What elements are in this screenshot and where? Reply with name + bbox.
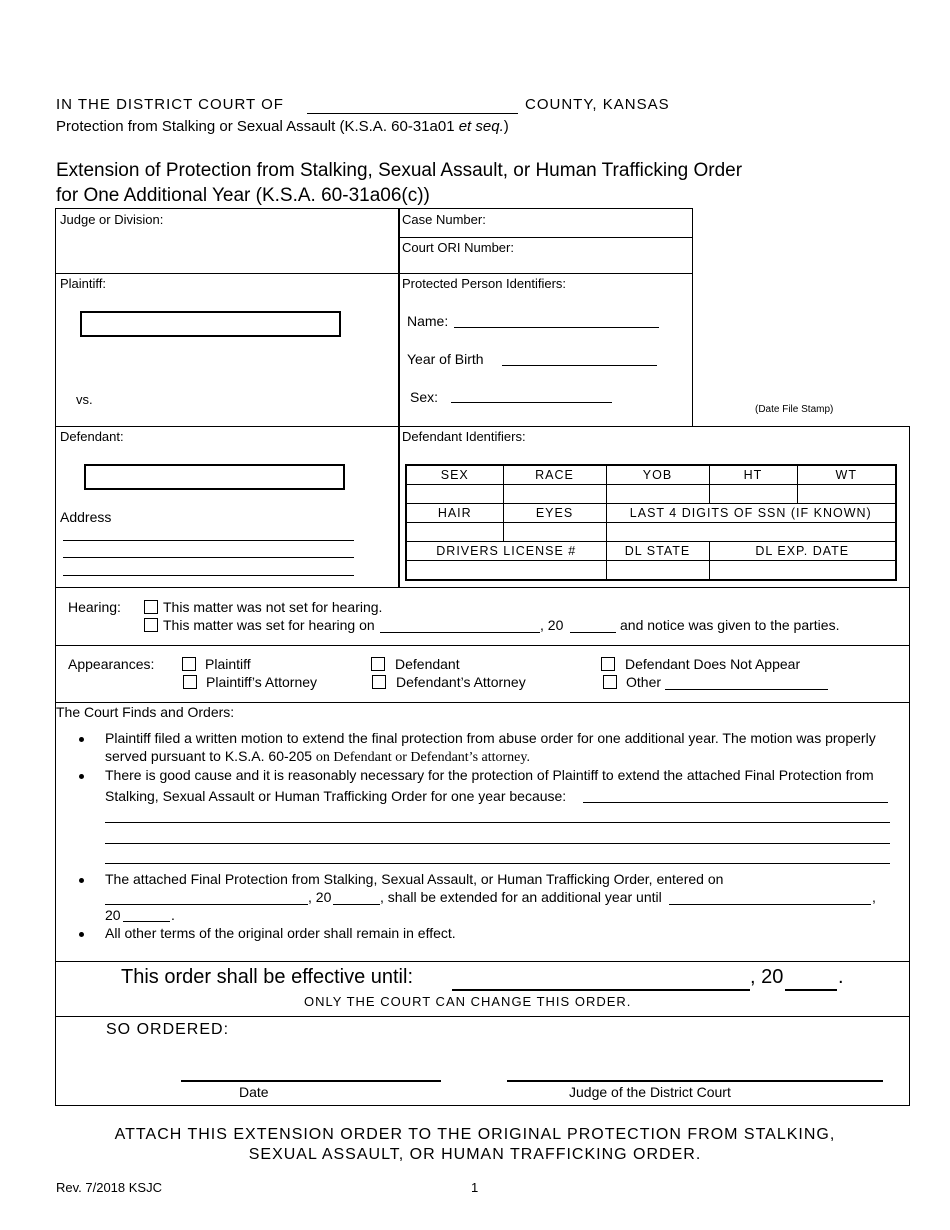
revision-label: Rev. 7/2018 KSJC: [56, 1180, 162, 1195]
protected-identifiers-box: [398, 273, 693, 427]
finding-1-line-2: [105, 748, 530, 766]
judge-label: Judge or Division:: [60, 212, 164, 227]
hearing-date-field[interactable]: [380, 632, 540, 633]
court-ori-label: Court ORI Number:: [402, 240, 514, 255]
bullet-icon: [79, 878, 84, 883]
finding-1-statute: served pursuant to K.S.A. 60-205: [105, 748, 316, 764]
effective-label: This order shall be effective until:: [121, 966, 414, 988]
table-row: [406, 561, 896, 581]
extended-year-prefix: 20: [105, 907, 121, 923]
ht-header: HT: [709, 465, 797, 485]
attach-instruction-line-2: SEXUAL ASSAULT, OR HUMAN TRAFFICKING ORDER.: [248, 1146, 702, 1163]
extended-label: , shall be extended for an additional year until: [380, 889, 662, 905]
sex-label: Sex:: [410, 389, 439, 405]
defendant-box: [55, 426, 400, 588]
plaintiff-attorney-label: Plaintiff’s Attorney: [206, 674, 318, 690]
page-number: 1: [471, 1180, 479, 1195]
county-name-field[interactable]: [307, 113, 518, 114]
date-file-stamp: (Date File Stamp): [755, 404, 834, 415]
good-cause-line-3[interactable]: [105, 843, 890, 844]
good-cause-line-4[interactable]: [105, 863, 890, 864]
page-subtitle: for One Additional Year (K.S.A. 60-31a06(c)): [56, 185, 430, 206]
bullet-icon: [79, 737, 84, 742]
other-field[interactable]: [665, 689, 828, 690]
county-suffix: COUNTY, KANSAS: [525, 96, 670, 113]
defendant-not-appear-label: Defendant Does Not Appear: [625, 656, 801, 672]
hair-cell[interactable]: [406, 523, 503, 542]
defendant-not-appear-checkbox[interactable]: [601, 657, 615, 671]
case-number-label: Case Number:: [402, 212, 486, 227]
hearing-year-prefix: , 20: [540, 617, 564, 633]
statute-prefix: Protection from Stalking or Sexual Assault (K.S.A. 60-31a01: [56, 118, 459, 135]
finding-2-line-1: There is good cause and it is reasonably necessary for the protection of Plaintiff to extend the attached Final Protection from: [105, 767, 874, 783]
statute-italic: et seq.: [458, 118, 504, 135]
effective-year-field[interactable]: [785, 989, 837, 991]
defendant-appearance-label: Defendant: [395, 656, 460, 672]
ssn-cell[interactable]: [606, 523, 896, 542]
statute-suffix: ): [503, 118, 509, 135]
good-cause-line-2[interactable]: [105, 822, 890, 823]
statute-line: [56, 118, 509, 135]
extended-comma: ,: [872, 889, 876, 905]
finding-4: All other terms of the original order shall remain in effect.: [105, 925, 456, 941]
ht-cell[interactable]: [709, 485, 797, 504]
finding-1-line-1: Plaintiff filed a written motion to extend the final protection from abuse order for one additional year. The motion was properly: [105, 730, 876, 746]
finding-2-line-2: Stalking, Sexual Assault or Human Trafficking Order for one year because:: [105, 788, 567, 804]
bullet-icon: [79, 774, 84, 779]
hearing-year-field[interactable]: [570, 632, 616, 633]
defendant-name-field[interactable]: [84, 464, 345, 490]
defendant-identifiers-label: Defendant Identifiers:: [402, 429, 526, 444]
so-ordered-label: SO ORDERED:: [106, 1021, 230, 1038]
address-line-2[interactable]: [63, 557, 354, 558]
date-signature-line[interactable]: [181, 1080, 441, 1082]
defendant-attorney-checkbox[interactable]: [372, 675, 386, 689]
original-order-year-prefix: , 20: [308, 889, 332, 905]
name-label: Name:: [407, 313, 449, 329]
ssn-header: LAST 4 DIGITS OF SSN (IF KNOWN): [606, 504, 896, 523]
drivers-license-cell[interactable]: [406, 561, 606, 581]
court-prefix: IN THE DISTRICT COURT OF: [56, 96, 284, 113]
finding-3-line-1: The attached Final Protection from Stalking, Sexual Assault, or Human Trafficking Order, entered on: [105, 871, 724, 887]
appearances-label: Appearances:: [68, 656, 155, 672]
dl-state-cell[interactable]: [606, 561, 709, 581]
dl-exp-cell[interactable]: [709, 561, 896, 581]
bullet-icon: [79, 932, 84, 937]
drivers-license-header: DRIVERS LICENSE #: [406, 542, 606, 561]
address-line-3[interactable]: [63, 575, 354, 576]
notice-label: and notice was given to the parties.: [620, 617, 840, 633]
other-label: Other: [626, 674, 662, 690]
plaintiff-box: [55, 273, 400, 427]
other-checkbox[interactable]: [603, 675, 617, 689]
judge-signature-line[interactable]: [507, 1080, 883, 1082]
protected-yob-field[interactable]: [502, 365, 657, 366]
effective-date-field[interactable]: [452, 989, 750, 991]
address-label: Address: [60, 509, 112, 525]
effective-year-prefix: , 20: [750, 966, 784, 988]
date-label: Date: [239, 1084, 269, 1100]
protected-name-field[interactable]: [454, 327, 659, 328]
extended-period: .: [171, 907, 175, 923]
defendant-attorney-label: Defendant’s Attorney: [396, 674, 526, 690]
findings-heading: The Court Finds and Orders:: [56, 704, 235, 720]
defendant-label: Defendant:: [60, 429, 124, 444]
yob-header: YOB: [606, 465, 709, 485]
wt-cell[interactable]: [797, 485, 896, 504]
defendant-checkbox[interactable]: [371, 657, 385, 671]
plaintiff-name-field[interactable]: [80, 311, 341, 337]
not-set-label: This matter was not set for hearing.: [163, 599, 383, 615]
court-change-note: ONLY THE COURT CAN CHANGE THIS ORDER.: [304, 994, 632, 1009]
judge-signature-label: Judge of the District Court: [569, 1084, 731, 1100]
sex-cell[interactable]: [406, 485, 503, 504]
plaintiff-checkbox[interactable]: [182, 657, 196, 671]
page-title: Extension of Protection from Stalking, Sexual Assault, or Human Trafficking Order: [56, 160, 743, 181]
address-line-1[interactable]: [63, 540, 354, 541]
dl-state-header: DL STATE: [606, 542, 709, 561]
eyes-cell[interactable]: [503, 523, 606, 542]
original-order-date-field[interactable]: [105, 904, 308, 905]
extended-year-field[interactable]: [123, 921, 170, 922]
good-cause-line-1[interactable]: [583, 802, 888, 803]
extended-until-date-field[interactable]: [669, 904, 871, 905]
table-row: [406, 504, 896, 523]
defendant-identifiers-table: [405, 464, 897, 581]
yob-label: Year of Birth: [407, 351, 484, 367]
set-label: This matter was set for hearing on: [163, 617, 375, 633]
vs-label: vs.: [76, 392, 93, 407]
original-order-year-field[interactable]: [333, 904, 380, 905]
plaintiff-appearance-label: Plaintiff: [205, 656, 251, 672]
plaintiff-label: Plaintiff:: [60, 276, 107, 291]
table-row: [406, 542, 896, 561]
protected-identifiers-label: Protected Person Identifiers:: [402, 276, 567, 291]
not-set-checkbox[interactable]: [144, 600, 158, 614]
race-cell[interactable]: [503, 485, 606, 504]
sex-header: SEX: [406, 465, 503, 485]
set-checkbox[interactable]: [144, 618, 158, 632]
table-row: [406, 465, 896, 485]
table-row: [406, 523, 896, 542]
attach-instruction-line-1: ATTACH THIS EXTENSION ORDER TO THE ORIGINAL PROTECTION FROM STALKING,: [114, 1126, 836, 1143]
protected-sex-field[interactable]: [451, 402, 612, 403]
dl-exp-header: DL EXP. DATE: [709, 542, 896, 561]
table-row: [406, 485, 896, 504]
race-header: RACE: [503, 465, 606, 485]
plaintiff-attorney-checkbox[interactable]: [183, 675, 197, 689]
yob-cell[interactable]: [606, 485, 709, 504]
effective-period: .: [838, 966, 844, 988]
eyes-header: EYES: [503, 504, 606, 523]
wt-header: WT: [797, 465, 896, 485]
finding-1-service: on Defendant or Defendant’s attorney.: [315, 750, 530, 765]
hearing-label: Hearing:: [68, 599, 121, 615]
hair-header: HAIR: [406, 504, 503, 523]
